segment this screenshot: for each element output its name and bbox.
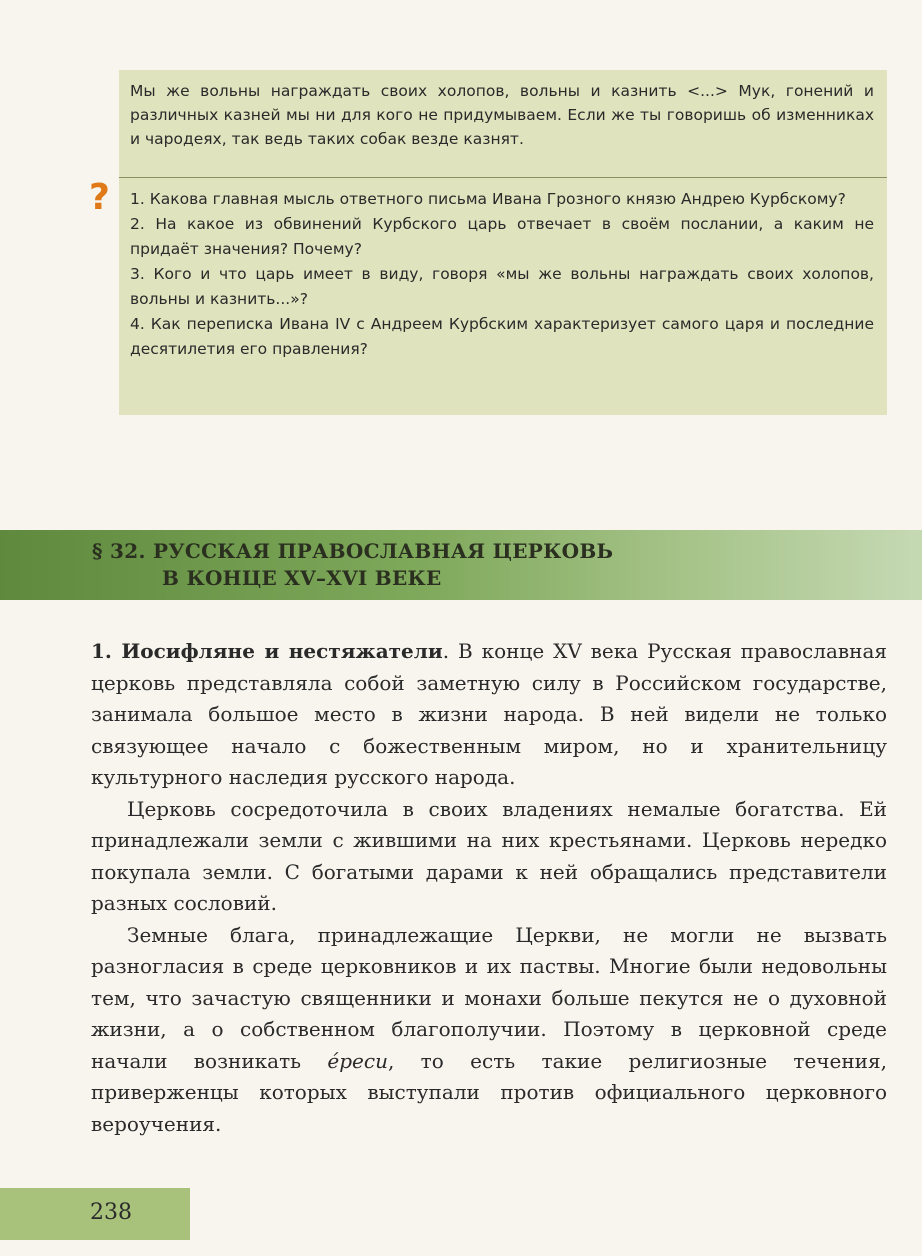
box-divider (119, 177, 887, 178)
question-item-3: 3. Кого и что царь имеет в виду, говоря «мы же вольны награждать своих холопов, вольны и казнить...»? (130, 265, 874, 308)
source-excerpt-box (89, 70, 887, 415)
question-item-4: 4. Как переписка Ивана IV с Андреем Курбским характеризует самого царя и последние десятилетия его правления? (130, 315, 874, 358)
question-item-2: 2. На какое из обвинений Курбского царь отвечает в своём послании, а каким не придаёт значения? Почему? (130, 215, 874, 258)
questions-list (130, 187, 874, 362)
paragraph-1 (91, 636, 887, 794)
question-mark-icon: ? (89, 177, 110, 218)
section-header (0, 530, 922, 600)
paragraph-3-text-end: , то есть такие религиозные течения, приверженцы которых выступали против официального церковного вероучения. (91, 1048, 887, 1136)
section-title-line-2: В КОНЦЕ XV–XVI ВЕКЕ (162, 566, 442, 590)
heresy-term: éреси (327, 1048, 388, 1073)
paragraph-2: Церковь сосредоточила в своих владениях немалые богатства. Ей принадлежали земли с жившими на них крестьянами. Церковь нередко покупала земли. С богатыми дарами к ней обращались представители разных сословий. (91, 796, 887, 915)
section-title (92, 538, 613, 592)
paragraph-1-text: . В конце XV века Русская православная церковь представляла собой заметную силу в Российском государстве, занимала большое место в жизни народа. В ней видели не только связующее начало с божественным миром, но и хранительницу культурного наследия русского народа. (91, 639, 887, 789)
quote-text: Мы же вольны награждать своих холопов, вольны и казнить <...> Мук, гонений и различных казней мы ни для кого не придумываем. Если же ты говоришь об изменниках и чародеях, так ведь таких собак везде казнят. (130, 82, 874, 148)
body-text (91, 636, 887, 1140)
subsection-heading: 1. Иосифляне и нестяжатели (91, 639, 443, 663)
paragraph-3 (91, 920, 887, 1141)
paragraph-3-text-start: Земные блага, принадлежащие Церкви, не могли не вызвать разногласия в среде церковников и их паствы. Многие были недовольны тем, что зачастую священники и монахи больше пекутся не о духовной жизни, а о собственном благополучии. Поэтому в церковной среде начали возникать (91, 922, 887, 1073)
question-item-1: 1. Какова главная мысль ответного письма Ивана Грозного князю Андрею Курбскому? (130, 190, 846, 208)
section-title-line-1: § 32. РУССКАЯ ПРАВОСЛАВНАЯ ЦЕРКОВЬ (92, 539, 614, 563)
page-number-badge (0, 1188, 190, 1240)
page-number: 238 (90, 1200, 132, 1225)
